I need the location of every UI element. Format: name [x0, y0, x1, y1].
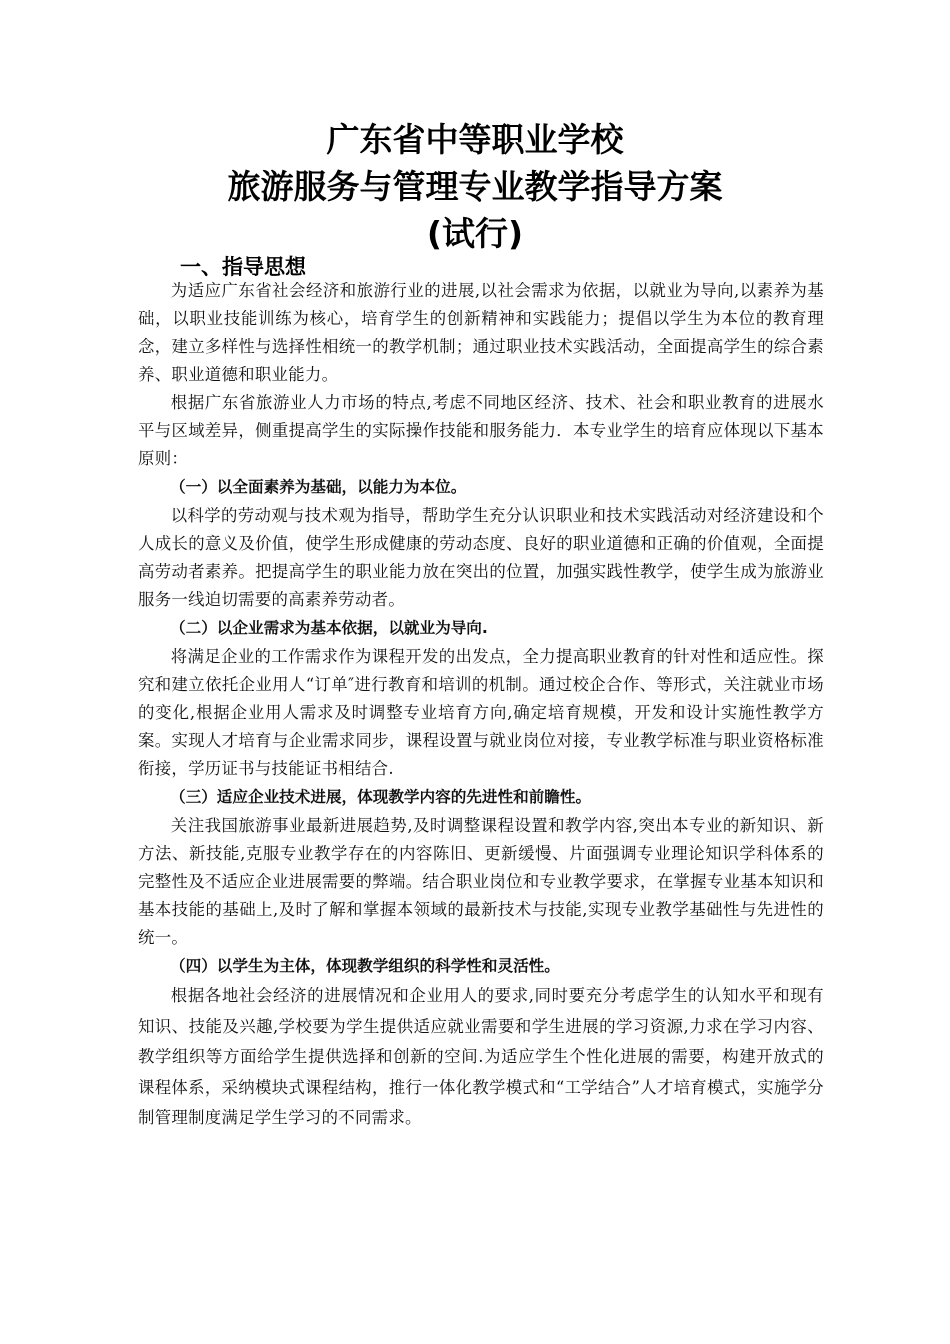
- principle-1-heading: （一）以全面素养为基础，以能力为本位。: [170, 478, 467, 496]
- principle-1-text: 以科学的劳动观与技术观为指导，帮助学生充分认识职业和技术实践活动对经济建设和个人成长的意义及价值，使学生形成健康的劳动态度、良好的职业道德和正确的价值观，全面提高劳动者素养。把提高学生的职业能力放在突出的位置，加强实践性教学，使学生成为旅游业服务一线迫切需要的高素养劳动者。: [138, 506, 824, 609]
- principle-2-heading: （二）以企业需求为基本依据，以就业为导向.: [170, 619, 488, 637]
- title-line-1: 广东省中等职业学校: [326, 120, 624, 159]
- principle-3-heading: （三）适应企业技术进展，体现教学内容的先进性和前瞻性。: [170, 788, 592, 806]
- document-title: [0, 116, 950, 257]
- principle-3-text: 关注我国旅游事业最新进展趋势,及时调整课程设置和教学内容,突出本专业的新知识、新方法、新技能,克服专业教学存在的内容陈旧、更新缓慢、片面强调专业理论知识学科体系的完整性及不适应企业进展需要的弊端。结合职业岗位和专业教学要求，在掌握专业基本知识和基本技能的基础上,及时了解和掌握本领域的最新技术与技能,实现专业教学基础性与先进性的统一。: [138, 816, 824, 947]
- principle-2-text: 将满足企业的工作需求作为课程开发的出发点，全力提高职业教育的针对性和适应性。探究和建立依托企业用人“订单″进行教育和培训的机制。通过校企合作、等形式，关注就业市场的变化,根据企业用人需求及时调整专业培育方向,确定培育规模，开发和设计实施性教学方案。实现人才培育与企业需求同步，课程设置与就业岗位对接，专业教学标准与职业资格标准衔接，学历证书与技能证书相结合.: [138, 647, 824, 778]
- principle-4-heading: （四）以学生为主体，体现教学组织的科学性和灵活性。: [170, 957, 560, 975]
- title-line-2: 旅游服务与管理专业教学指导方案: [227, 167, 723, 206]
- principle-4-text: 根据各地社会经济的进展情况和企业用人的要求,同时要充分考虑学生的认知水平和现有知识、技能及兴趣,学校要为学生提供适应就业需要和学生进展的学习资源,力求在学习内容、教学组织等方面给学生提供选择和创新的空间.为适应学生个性化进展的需要，构建开放式的课程体系，采纳模块式课程结构，推行一体化教学模式和“工学结合”人才培育模式，实施学分制管理制度满足学生学习的不同需求。: [138, 986, 824, 1127]
- paragraph-principles-intro: 根据广东省旅游业人力市场的特点,考虑不同地区经济、技术、社会和职业教育的进展水平与区域差异，侧重提高学生的实际操作技能和服务能力．本专业学生的培育应体现以下基本原则：: [138, 393, 824, 468]
- title-line-3: (试行): [426, 214, 524, 253]
- section-body: [138, 277, 824, 1134]
- paragraph-intro: 为适应广东省社会经济和旅游行业的进展,以社会需求为依据，以就业为导向,以素养为基础，以职业技能训练为核心，培育学生的创新精神和实践能力；提倡以学生为本位的教育理念，建立多样性与选择性相统一的教学机制；通过职业技术实践活动，全面提高学生的综合素养、职业道德和职业能力。: [138, 281, 824, 384]
- section-heading-guiding-ideology: 一、指导思想: [180, 255, 306, 279]
